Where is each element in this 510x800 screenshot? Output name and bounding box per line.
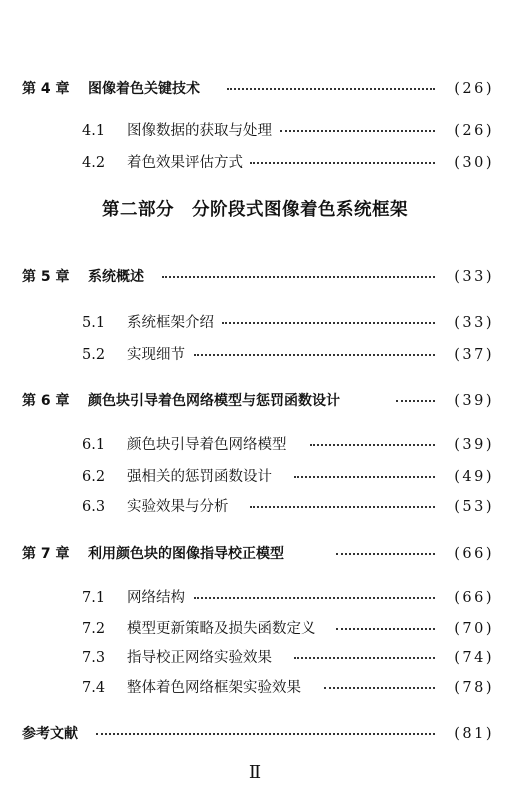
dot-leader — [336, 624, 435, 630]
toc-entry-section-5-1[interactable] — [0, 311, 510, 335]
chapter-title: 利用颜色块的图像指导校正模型 — [88, 546, 284, 562]
dot-leader — [310, 440, 435, 446]
section-number: 6.2 — [82, 469, 106, 485]
dot-leader — [294, 653, 435, 659]
dot-leader — [222, 318, 435, 324]
chapter-title: 系统概述 — [88, 269, 144, 285]
page-number: (39) — [454, 437, 494, 453]
toc-entry-chapter-5[interactable] — [0, 265, 510, 289]
toc-entry-section-6-2[interactable] — [0, 465, 510, 489]
dot-leader — [294, 472, 435, 478]
section-title: 颜色块引导着色网络模型 — [127, 437, 287, 453]
chapter-number: 第 4 章 — [22, 81, 70, 97]
section-title: 着色效果评估方式 — [127, 155, 243, 171]
toc-entry-section-5-2[interactable] — [0, 343, 510, 367]
dot-leader — [396, 396, 435, 402]
chapter-title: 颜色块引导着色网络模型与惩罚函数设计 — [88, 393, 340, 409]
dot-leader — [250, 502, 435, 508]
section-title: 实现细节 — [127, 347, 185, 363]
page-number: (49) — [454, 469, 494, 485]
part-heading: 第二部分 分阶段式图像着色系统框架 — [102, 200, 408, 220]
toc-entry-section-7-1[interactable] — [0, 586, 510, 610]
toc-entry-chapter-6[interactable] — [0, 389, 510, 413]
page-number: (30) — [454, 155, 494, 171]
section-title: 系统框架介绍 — [127, 315, 214, 331]
toc-entry-section-7-4[interactable] — [0, 676, 510, 700]
section-number: 7.1 — [82, 590, 106, 606]
section-title: 模型更新策略及损失函数定义 — [127, 621, 316, 637]
section-title: 指导校正网络实验效果 — [127, 650, 272, 666]
dot-leader — [227, 84, 435, 90]
section-title: 网络结构 — [127, 590, 185, 606]
section-title: 实验效果与分析 — [127, 499, 229, 515]
toc-entry-section-4-1[interactable] — [0, 119, 510, 143]
chapter-title: 图像着色关键技术 — [88, 81, 200, 97]
dot-leader — [96, 729, 435, 735]
page-number: (33) — [454, 315, 494, 331]
dot-leader — [194, 350, 435, 356]
section-number: 6.1 — [82, 437, 106, 453]
section-number: 4.1 — [82, 123, 106, 139]
section-number: 4.2 — [82, 155, 106, 171]
section-number: 5.1 — [82, 315, 106, 331]
section-number: 6.3 — [82, 499, 106, 515]
section-title: 图像数据的获取与处理 — [127, 123, 272, 139]
dot-leader — [194, 593, 435, 599]
dot-leader — [250, 158, 435, 164]
section-number: 7.4 — [82, 680, 106, 696]
toc-entry-section-4-2[interactable] — [0, 151, 510, 175]
dot-leader — [336, 549, 435, 555]
section-number: 7.2 — [82, 621, 106, 637]
page-number: (37) — [454, 347, 494, 363]
toc-entry-chapter-4[interactable] — [0, 77, 510, 101]
footer-page-number: Ⅱ — [248, 762, 262, 783]
dot-leader — [162, 272, 435, 278]
page-number: (39) — [454, 393, 494, 409]
toc-entry-section-7-3[interactable] — [0, 646, 510, 670]
chapter-number: 第 6 章 — [22, 393, 70, 409]
chapter-number: 第 7 章 — [22, 546, 70, 562]
toc-entry-chapter-7[interactable] — [0, 542, 510, 566]
toc-entry-section-6-3[interactable] — [0, 495, 510, 519]
chapter-number: 第 5 章 — [22, 269, 70, 285]
dot-leader — [280, 126, 435, 132]
page-number: (26) — [454, 81, 494, 97]
page-number: (26) — [454, 123, 494, 139]
page-number: (66) — [454, 590, 494, 606]
section-title: 强相关的惩罚函数设计 — [127, 469, 272, 485]
toc-entry-section-6-1[interactable] — [0, 433, 510, 457]
page-number: (70) — [454, 621, 494, 637]
section-number: 5.2 — [82, 347, 106, 363]
page-number: (66) — [454, 546, 494, 562]
section-number: 7.3 — [82, 650, 106, 666]
page-number: (78) — [454, 680, 494, 696]
toc-entry-references[interactable] — [0, 722, 510, 746]
toc-entry-section-7-2[interactable] — [0, 617, 510, 641]
page-number: (74) — [454, 650, 494, 666]
page-number: (53) — [454, 499, 494, 515]
section-title: 整体着色网络框架实验效果 — [127, 680, 301, 696]
references-title: 参考文献 — [22, 726, 78, 742]
page-number: (33) — [454, 269, 494, 285]
dot-leader — [324, 683, 435, 689]
page-number: (81) — [454, 726, 494, 742]
